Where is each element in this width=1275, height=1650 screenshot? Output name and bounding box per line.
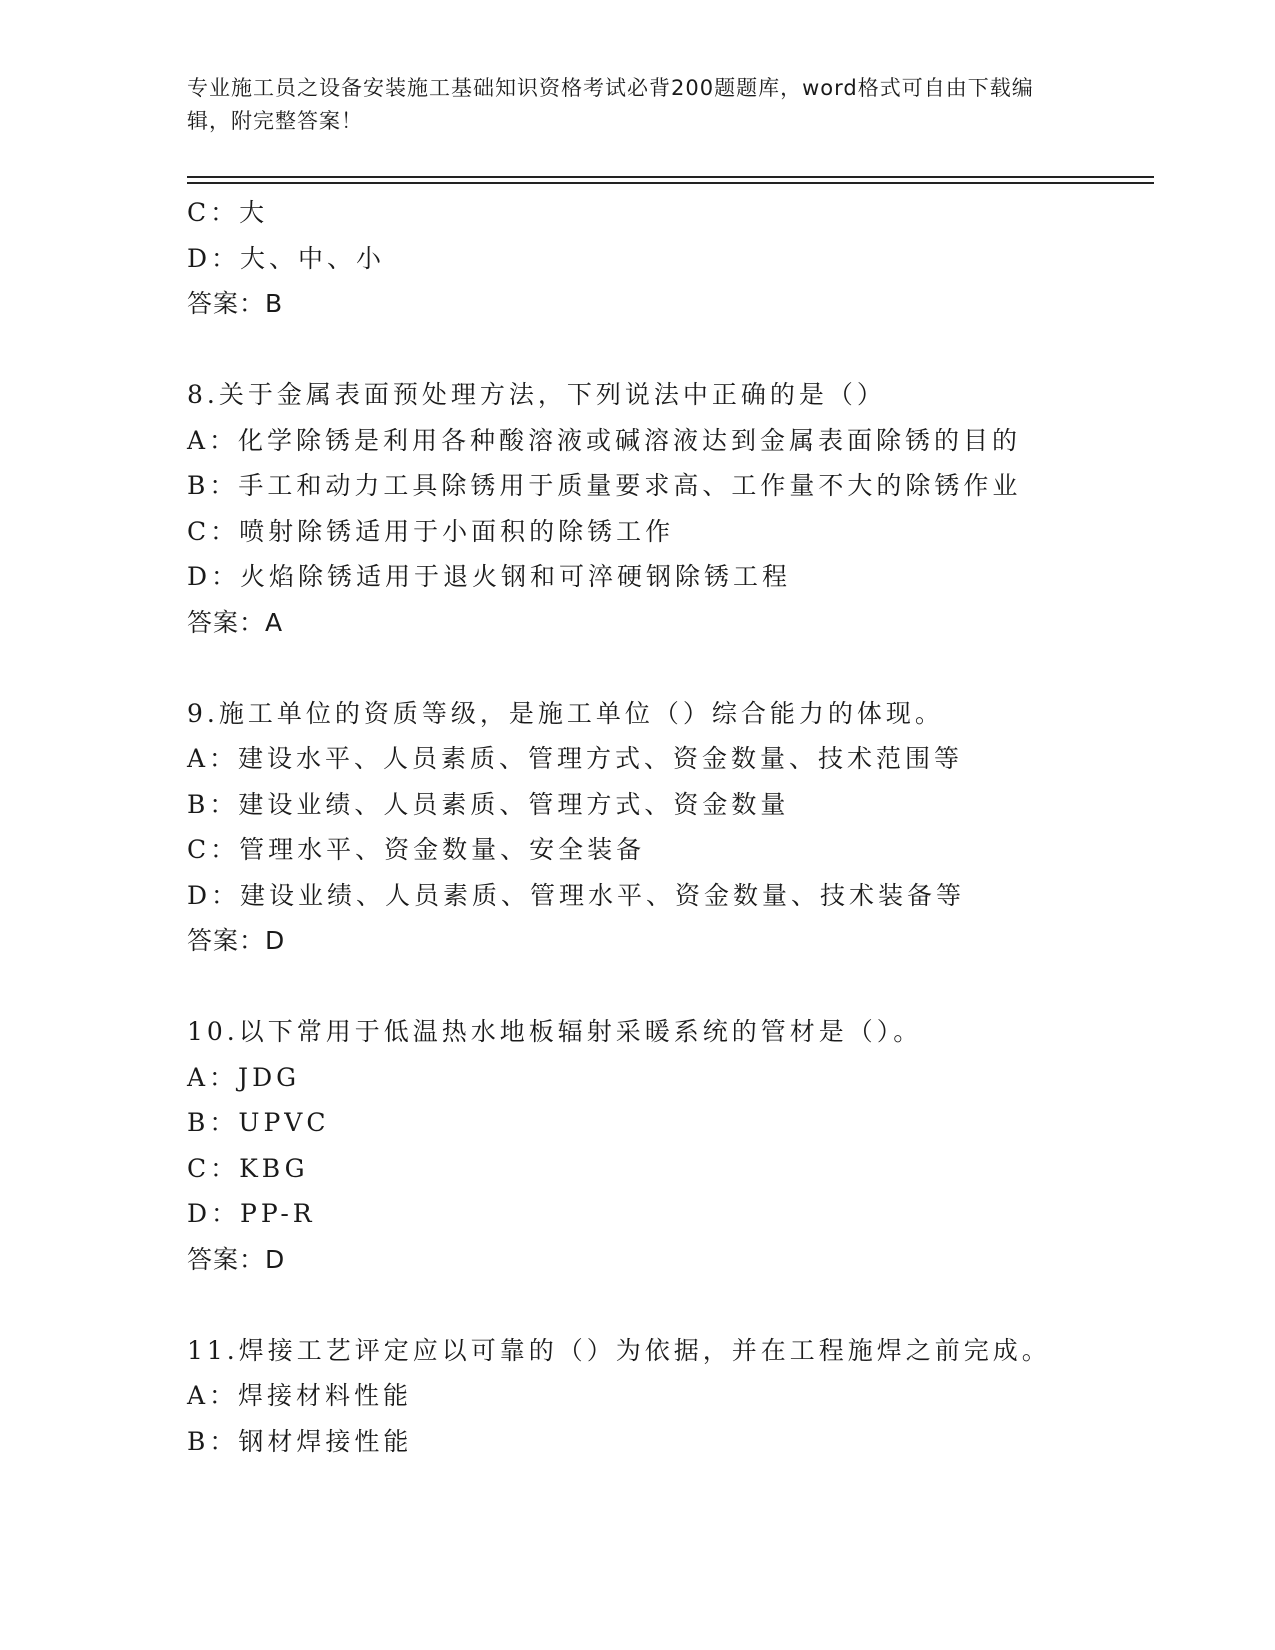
answer-line: 答案：A xyxy=(187,607,284,637)
question-stem: 10.以下常用于低温热水地板辐射采暖系统的管材是（）。 xyxy=(187,1017,923,1046)
option-d: D：建设业绩、人员素质、管理水平、资金数量、技术装备等 xyxy=(187,880,966,910)
question-list xyxy=(187,190,1147,1464)
option-a: A：焊接材料性能 xyxy=(187,1381,413,1410)
option-b: B：手工和动力工具除锈用于质量要求高、工作量不大的除锈作业 xyxy=(187,471,1022,500)
answer-line: 答案：B xyxy=(187,289,284,318)
option-d: D：大、中、小 xyxy=(187,243,386,273)
option-d: D：PP-R xyxy=(187,1199,316,1228)
question-gap xyxy=(187,327,1147,373)
answer-line: 答案：D xyxy=(187,926,286,955)
document-header: 专业施工员之设备安装施工基础知识资格考试必背200题题库，word格式可自由下载编辑，附完整答案！ xyxy=(187,76,1034,133)
question-8 xyxy=(187,372,1147,645)
question-9 xyxy=(187,691,1147,964)
question-10 xyxy=(187,1009,1147,1282)
header-divider-top xyxy=(187,176,1154,178)
option-d: D：火焰除锈适用于退火钢和可淬硬钢除锈工程 xyxy=(187,562,792,591)
question-gap xyxy=(187,964,1147,1010)
option-b: B：UPVC xyxy=(187,1108,330,1137)
option-b: B：建设业绩、人员素质、管理方式、资金数量 xyxy=(187,789,790,819)
option-c: C：KBG xyxy=(187,1153,309,1183)
answer-line: 答案：D xyxy=(187,1244,286,1274)
option-a: A：建设水平、人员素质、管理方式、资金数量、技术范围等 xyxy=(187,744,964,773)
option-c: C：大 xyxy=(187,198,269,227)
question-11 xyxy=(187,1328,1147,1465)
option-c: C：管理水平、资金数量、安全装备 xyxy=(187,835,646,864)
header-divider-bottom xyxy=(187,182,1154,184)
question-stem: 8.关于金属表面预处理方法，下列说法中正确的是（） xyxy=(187,380,886,409)
question-stem: 11.焊接工艺评定应以可靠的（）为依据，并在工程施焊之前完成。 xyxy=(187,1335,1051,1365)
option-a: A：化学除锈是利用各种酸溶液或碱溶液达到金属表面除锈的目的 xyxy=(187,425,1022,455)
question-stem: 9.施工单位的资质等级，是施工单位（）综合能力的体现。 xyxy=(187,698,944,728)
option-a: A：JDG xyxy=(187,1062,301,1092)
option-c: C：喷射除锈适用于小面积的除锈工作 xyxy=(187,516,675,546)
option-b: B：钢材焊接性能 xyxy=(187,1426,413,1456)
question-gap xyxy=(187,1282,1147,1328)
question-gap xyxy=(187,645,1147,691)
previous-question-tail xyxy=(187,190,1147,327)
